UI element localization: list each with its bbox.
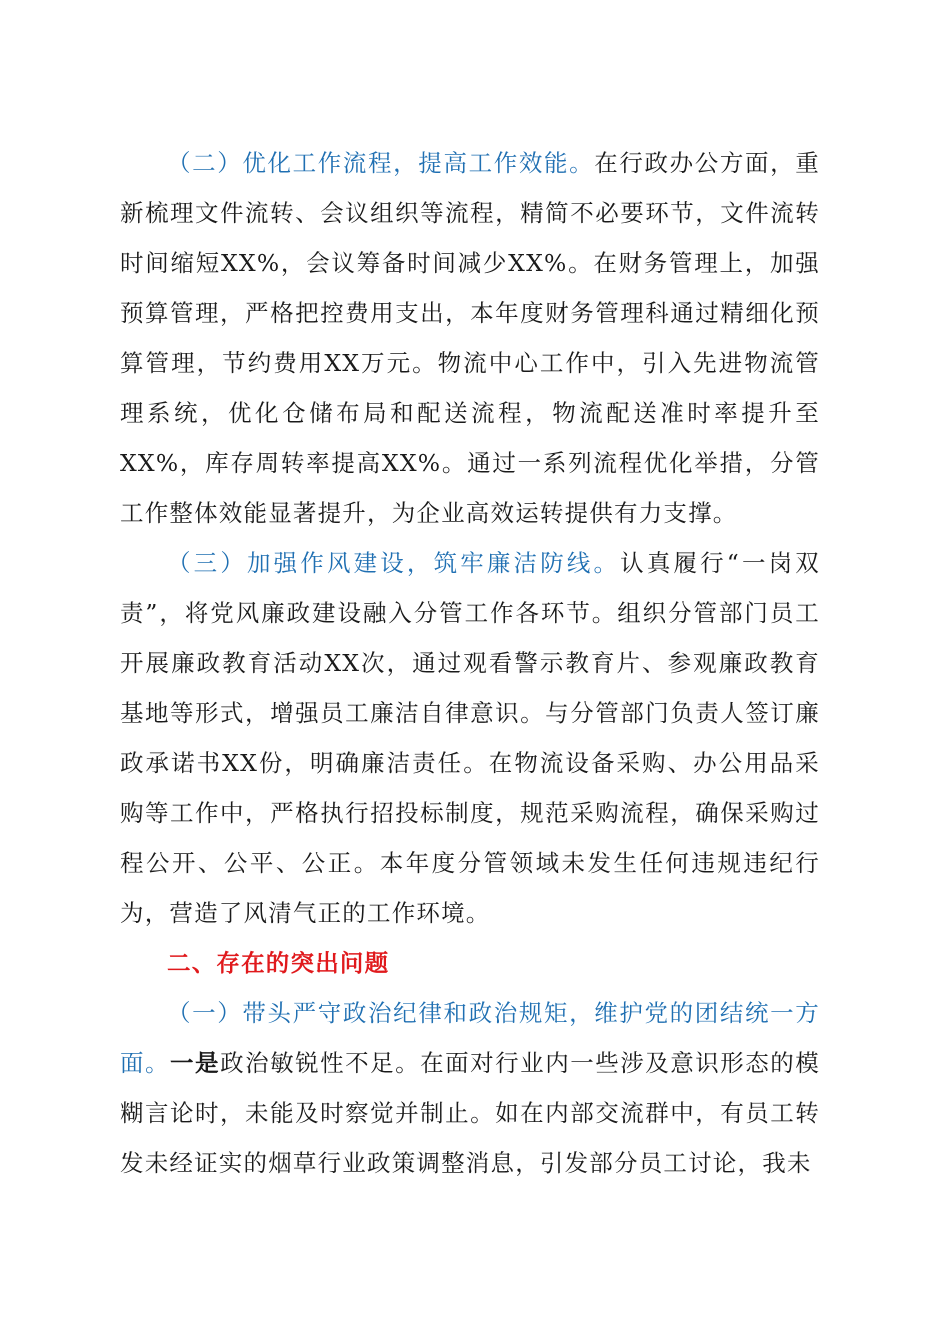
subheading-optimize-workflow: （二）优化工作流程，提高工作效能。	[167, 149, 595, 177]
lead-marker: 一是	[170, 1049, 221, 1077]
paragraph-optimize-workflow	[120, 138, 820, 538]
paragraph-integrity-building	[120, 538, 820, 938]
section-heading-problems: 二、存在的突出问题	[167, 949, 390, 977]
paragraph-body: 在行政办公方面，重新梳理文件流转、会议组织等流程，精简不必要环节，文件流转时间缩短XX%，会议筹备时间减少XX%。在财务管理上，加强预算管理，严格把控费用支出，本年度财务管理科通过精细化预算管理，节约费用XX万元。物流中心工作中，引入先进物流管理系统，优化仓储布局和配送流程，物流配送准时率提升至XX%，库存周转率提高XX%。通过一系列流程优化举措，分管工作整体效能显著提升，为企业高效运转提供有力支撑。	[120, 149, 820, 527]
subheading-integrity-building: （三）加强作风建设，筑牢廉洁防线。	[167, 549, 621, 577]
subheading-political-discipline: （一）带头严守政治纪律和政治规矩，维护党的团结统一方面。	[120, 999, 820, 1077]
paragraph-body: 认真履行“一岗双责”，将党风廉政建设融入分管工作各环节。组织分管部门员工开展廉政教育活动XX次，通过观看警示教育片、参观廉政教育基地等形式，增强员工廉洁自律意识。与分管部门负责人签订廉政承诺书XX份，明确廉洁责任。在物流设备采购、办公用品采购等工作中，严格执行招投标制度，规范采购流程，确保采购过程公开、公平、公正。本年度分管领域未发生任何违规违纪行为，营造了风清气正的工作环境。	[120, 549, 820, 927]
paragraph-body: 政治敏锐性不足。在面对行业内一些涉及意识形态的模糊言论时，未能及时察觉并制止。如在内部交流群中，有员工转发未经证实的烟草行业政策调整消息，引发部分员工讨论，我未	[120, 1049, 820, 1177]
paragraph-political-discipline	[120, 988, 820, 1188]
document-page	[120, 138, 820, 1188]
